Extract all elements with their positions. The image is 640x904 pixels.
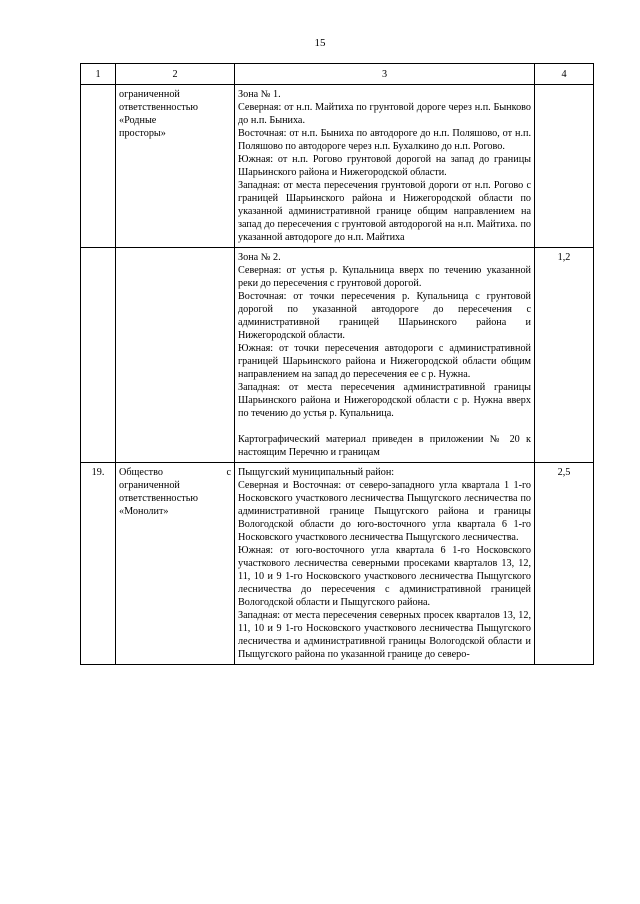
boundaries-table (80, 63, 594, 665)
zone-title: Зона № 1. (238, 89, 281, 100)
table-header-row (81, 64, 594, 85)
boundary-north: Северная: от устья р. Купальница вверх по течению указанной реки до пересечения с грунтовой дорогой. (238, 265, 531, 289)
organization-line: просторы» (119, 128, 166, 139)
page-number: 15 (314, 37, 326, 49)
boundary-east: Восточная: от точки пересечения р. Купальница с грунтовой дорогой по указанной автодороге до пересечения с административной границей Шарьинского района и Нижегородской области. (238, 291, 531, 341)
boundary-south: Южная: от н.п. Рогово грунтовой дорогой на запад до границы Шарьинского района и Нижегородской области. (238, 154, 531, 178)
organization-line: Общество с (119, 467, 231, 478)
zone-category-cell (535, 85, 594, 248)
header-col-2: 2 (116, 64, 235, 85)
boundary-east: Восточная: от н.п. Быниха по автодороге до н.п. Поляшово, от н.п. Поляшово по автодороге через н.п. Бухалкино до н.п. Рогово. (238, 128, 531, 152)
table-row (81, 248, 594, 463)
boundary-north: Северная: от н.п. Майтиха по грунтовой дороге через н.п. Бынково до н.п. Быниха. (238, 102, 531, 126)
organization-cell (116, 248, 235, 463)
header-col-4: 4 (535, 64, 594, 85)
organization-line: ограниченной (119, 480, 180, 491)
district-title: Пыщугский муниципальный район: (238, 467, 395, 478)
blank-line (238, 420, 531, 433)
organization-line: ответственностью (119, 493, 198, 504)
organization-line: ответственностью (119, 102, 198, 113)
organization-cell (116, 85, 235, 248)
row-number (81, 248, 116, 463)
boundary-west: Западная: от места пересечения грунтовой дороги от н.п. Рогово с границей Шарьинского района и Нижегородской области по указанной административной границе общим направлением на запад до пересечения с грунтовой автодорогой на н.п. Майтиха. по указанной автодороге до н.п. Майтиха (238, 180, 531, 243)
header-col-3: 3 (235, 64, 535, 85)
zone-title: Зона № 2. (238, 252, 281, 263)
table-row (81, 85, 594, 248)
organization-line: ограниченной (119, 89, 180, 100)
boundary-description-cell (235, 463, 535, 665)
organization-cell (116, 463, 235, 665)
organization-line: «Монолит» (119, 506, 169, 517)
zone-category-cell: 2,5 (535, 463, 594, 665)
boundary-south: Южная: от юго-восточного угла квартала 6 1-го Носковского участкового лесничества северными просеками кварталов 13, 12, 11, 10 и 9 1-го Носковского участкового лесничества Пыщугского лесничества до пересечения с административной границей Вологодской области и Пыщугского района. (238, 545, 531, 608)
boundary-south: Южная: от точки пересечения автодороги с административной границей Шарьинского района и Нижегородской области общим направлением на запад до пересечения ее с р. Нужна. (238, 343, 531, 380)
zone-category-cell: 1,2 (535, 248, 594, 463)
map-reference-note: Картографический материал приведен в приложении № 20 к настоящим Перечню и границам (238, 434, 531, 458)
boundary-description-cell (235, 248, 535, 463)
header-col-1: 1 (81, 64, 116, 85)
organization-line: «Родные (119, 115, 157, 126)
boundary-west: Западная: от места пересечения административной границы Шарьинского района и Нижегородской области с р. Нужна вверх по течению до устья р. Купальница. (238, 382, 531, 419)
boundary-north-east: Северная и Восточная: от северо-западного угла квартала 1 1-го Носковского участкового лесничества Пыщугского лесничества по административной границе Пыщугского района и границы Вологодской области до юго-восточного угла квартала 6 1-го Носковского участкового лесничества Пыщугского лесничества. (238, 480, 531, 543)
table-row (81, 463, 594, 665)
row-number (81, 85, 116, 248)
row-number: 19. (81, 463, 116, 665)
boundary-description-cell (235, 85, 535, 248)
boundary-west: Западная: от места пересечения северных просек кварталов 13, 12, 11, 10 и 9 1-го Носковского участкового лесничества Пыщугского лесничества и административной границы Вологодской области и Пыщугского района по указанной границе до северо- (238, 610, 531, 660)
